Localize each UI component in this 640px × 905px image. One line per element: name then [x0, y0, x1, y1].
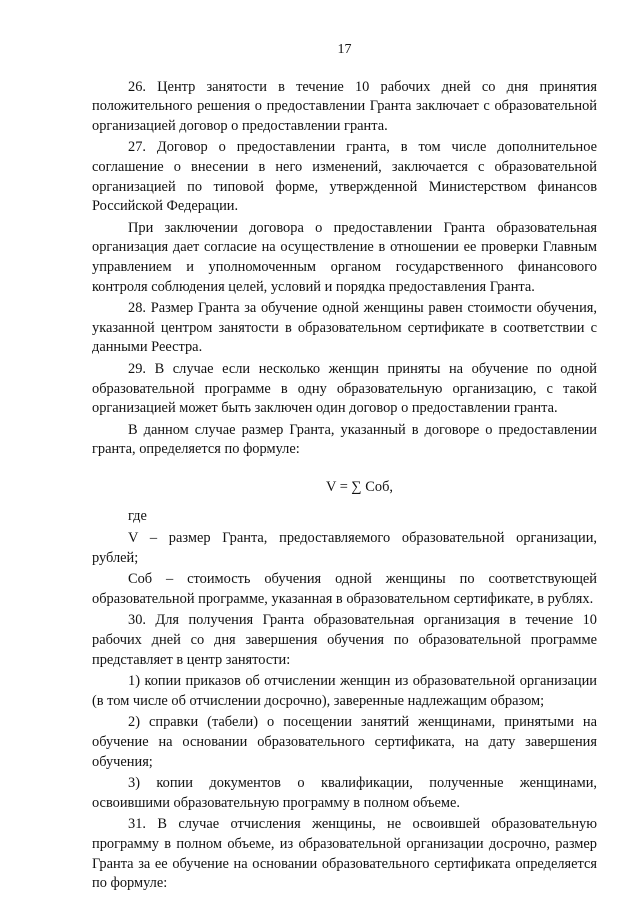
grant-formula: V = ∑ Cоб, [325, 478, 393, 495]
where-label: где [128, 508, 147, 525]
paragraph-27-consent: При заключении договора о предоставлении Гранта образовательная организация дает согласие на осуществление в отношении ее проверки Главным управлением и уполномоченным органом государственного финансового контроля соблюдения целей, условий и порядка предоставления Гранта. [92, 219, 597, 295]
paragraph-28: 28. Размер Гранта за обучение одной женщины равен стоимости обучения, указанной центром занятости в образовательном сертификате в соответствии с данными Реестра. [92, 300, 597, 356]
definition-v: V – размер Гранта, предоставляемого образовательной организации, рублей; [92, 530, 597, 566]
paragraph-27: 27. Договор о предоставлении гранта, в том числе дополнительное соглашение о внесении в него изменений, заключается с образовательной организацией по типовой форме, утвержденной Министерством финансов Российской Федерации. [92, 139, 597, 215]
page-number: 17 [337, 42, 352, 57]
definition-cob: Cоб – стоимость обучения одной женщины по соответствующей образовательной программе, указанная в образовательном сертификате, в рублях. [92, 571, 597, 607]
paragraph-30-item-2: 2) справки (табели) о посещении занятий женщинами, принятыми на обучение на основании образовательного сертификата, на дату завершения обучения; [92, 714, 597, 770]
paragraph-31: 31. В случае отчисления женщины, не освоившей образовательную программу в полном объеме, из образовательной организации досрочно, размер Гранта за ее обучение на основании образовательного сертификата определяется по формуле: [92, 816, 597, 892]
paragraph-26: 26. Центр занятости в течение 10 рабочих дней со дня принятия положительного решения о предоставлении Гранта заключает с образовательной организацией договор о предоставлении гранта. [92, 78, 597, 134]
paragraph-30-item-1: 1) копии приказов об отчислении женщин из образовательной организации (в том числе об отчислении досрочно), заверенные надлежащим образом; [92, 673, 597, 709]
paragraph-30: 30. Для получения Гранта образовательная организация в течение 10 рабочих дней со дня завершения обучения по образовательной программе представляет в центр занятости: [92, 612, 597, 668]
paragraph-30-item-3: 3) копии документов о квалификации, полученные женщинами, освоившими образовательную программу в полном объеме. [92, 775, 597, 811]
document-page [92, 40, 597, 896]
paragraph-29-formula-intro: В данном случае размер Гранта, указанный в договоре о предоставлении гранта, определяется по формуле: [92, 421, 597, 458]
paragraph-29: 29. В случае если несколько женщин приняты на обучение по одной образовательной программе в одну образовательную организацию, с такой организацией может быть заключен один договор о предоставлении гранта. [92, 360, 597, 417]
